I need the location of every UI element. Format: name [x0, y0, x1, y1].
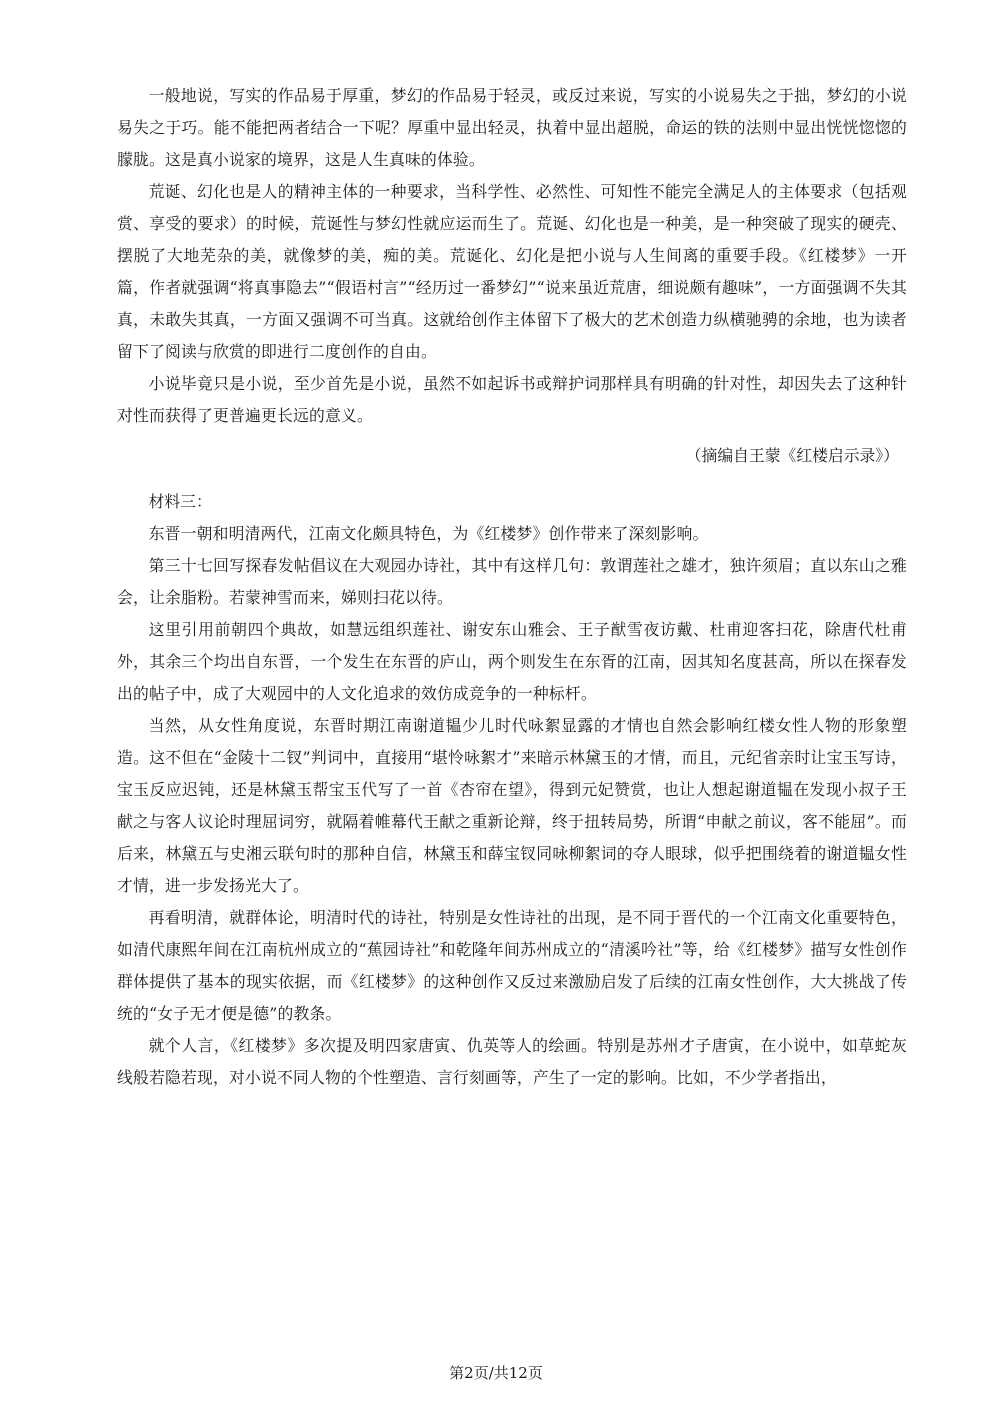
paragraph: 当然，从女性角度说，东晋时期江南谢道韫少儿时代咏絮显露的才情也自然会影响红楼女性人物的形象塑造。这不但在“金陵十二钗”判词中，直接用“堪怜咏絮才”来暗示林黛玉的才情，而且，元纪省亲时让宝玉写诗，宝玉反应迟钝，还是林黛玉帮宝玉代写了一首《杏帘在望》，得到元妃赞赏，也让人想起谢道韫在发现小叔子王献之与客人议论时理屈词穷，就隔着帷幕代王献之重新论辩，终于扭转局势，所谓“申献之前议，客不能屈”。而后来，林黛五与史湘云联句时的那种自信，林黛玉和薛宝钗同咏柳絮词的夺人眼球，似乎把围绕着的谢道韫女性才情，进一步发扬光大了。	[117, 716, 907, 895]
material-label: 材料三：	[148, 492, 212, 511]
page-number: 第2页/共12页	[449, 1364, 543, 1382]
paragraph: 第三十七回写探春发帖倡议在大观园办诗社，其中有这样几句：敦谓莲社之雄才，独许须眉；直以东山之雅会，让余脂粉。若蒙神雪而来，娣则扫花以待。	[117, 556, 907, 607]
source-citation: （摘编自王蒙《红楼启示录》）	[685, 446, 899, 465]
paragraph: 这里引用前朝四个典故，如慧远组织莲社、谢安东山雅会、王子猷雪夜访戴、杜甫迎客扫花，除唐代杜甫外，其余三个均出自东晋，一个发生在东晋的庐山，两个则发生在东胥的江南，因其知名度甚高，所以在探春发出的帖子中，成了大观园中的人文化追求的效仿成竞争的一种标杆。	[117, 620, 907, 703]
paragraph: 就个人言，《红楼梦》多次提及明四家唐寅、仇英等人的绘画。特别是苏州才子唐寅，在小说中，如草蛇灰线般若隐若现，对小说不同人物的个性塑造、言行刻画等，产生了一定的影响。比如，不少学者指出，	[117, 1036, 907, 1087]
paragraph: 荒诞、幻化也是人的精神主体的一种要求，当科学性、必然性、可知性不能完全满足人的主体要求（包括观赏、享受的要求）的时候，荒诞性与梦幻性就应运而生了。荒诞、幻化也是一种美，是一种突破了现实的硬壳、摆脱了大地芜杂的美，就像梦的美，痴的美。荒诞化、幻化是把小说与人生间离的重要手段。《红楼梦》一开篇，作者就强调“将真事隐去”“假语村言”“经历过一番梦幻”“说来虽近荒唐，细说颇有趣味”，一方面强调不失其真，未敢失其真，一方面又强调不可当真。这就给创作主体留下了极大的艺术创造力纵横驰骋的余地，也为读者留下了阅读与欣赏的即进行二度创作的自由。	[117, 182, 907, 361]
paragraph: 小说毕竟只是小说，至少首先是小说，虽然不如起诉书或辩护词那样具有明确的针对性，却因失去了这种针对性而获得了更普遍更长远的意义。	[117, 374, 907, 425]
paragraph: 东晋一朝和明清两代，江南文化颇具特色，为《红楼梦》创作带来了深刻影响。	[148, 524, 709, 543]
paragraph: 再看明清，就群体论，明清时代的诗社，特别是女性诗社的出现，是不同于晋代的一个江南文化重要特色，如清代康熙年间在江南杭州成立的“蕉园诗社”和乾隆年间苏州成立的“清溪吟社”等，给《红楼梦》描写女性创作群体提供了基本的现实依据，而《红楼梦》的这种创作又反过来激励启发了后续的江南女性创作，大大挑战了传统的“女子无才便是德”的教条。	[117, 908, 907, 1023]
paragraph: 一般地说，写实的作品易于厚重，梦幻的作品易于轻灵，或反过来说，写实的小说易失之于拙，梦幻的小说易失之于巧。能不能把两者结合一下呢？厚重中显出轻灵，执着中显出超脱，命运的铁的法则中显出恍恍惚惚的朦胧。这是真小说家的境界，这是人生真味的体验。	[117, 86, 907, 169]
document-body	[117, 80, 907, 1094]
